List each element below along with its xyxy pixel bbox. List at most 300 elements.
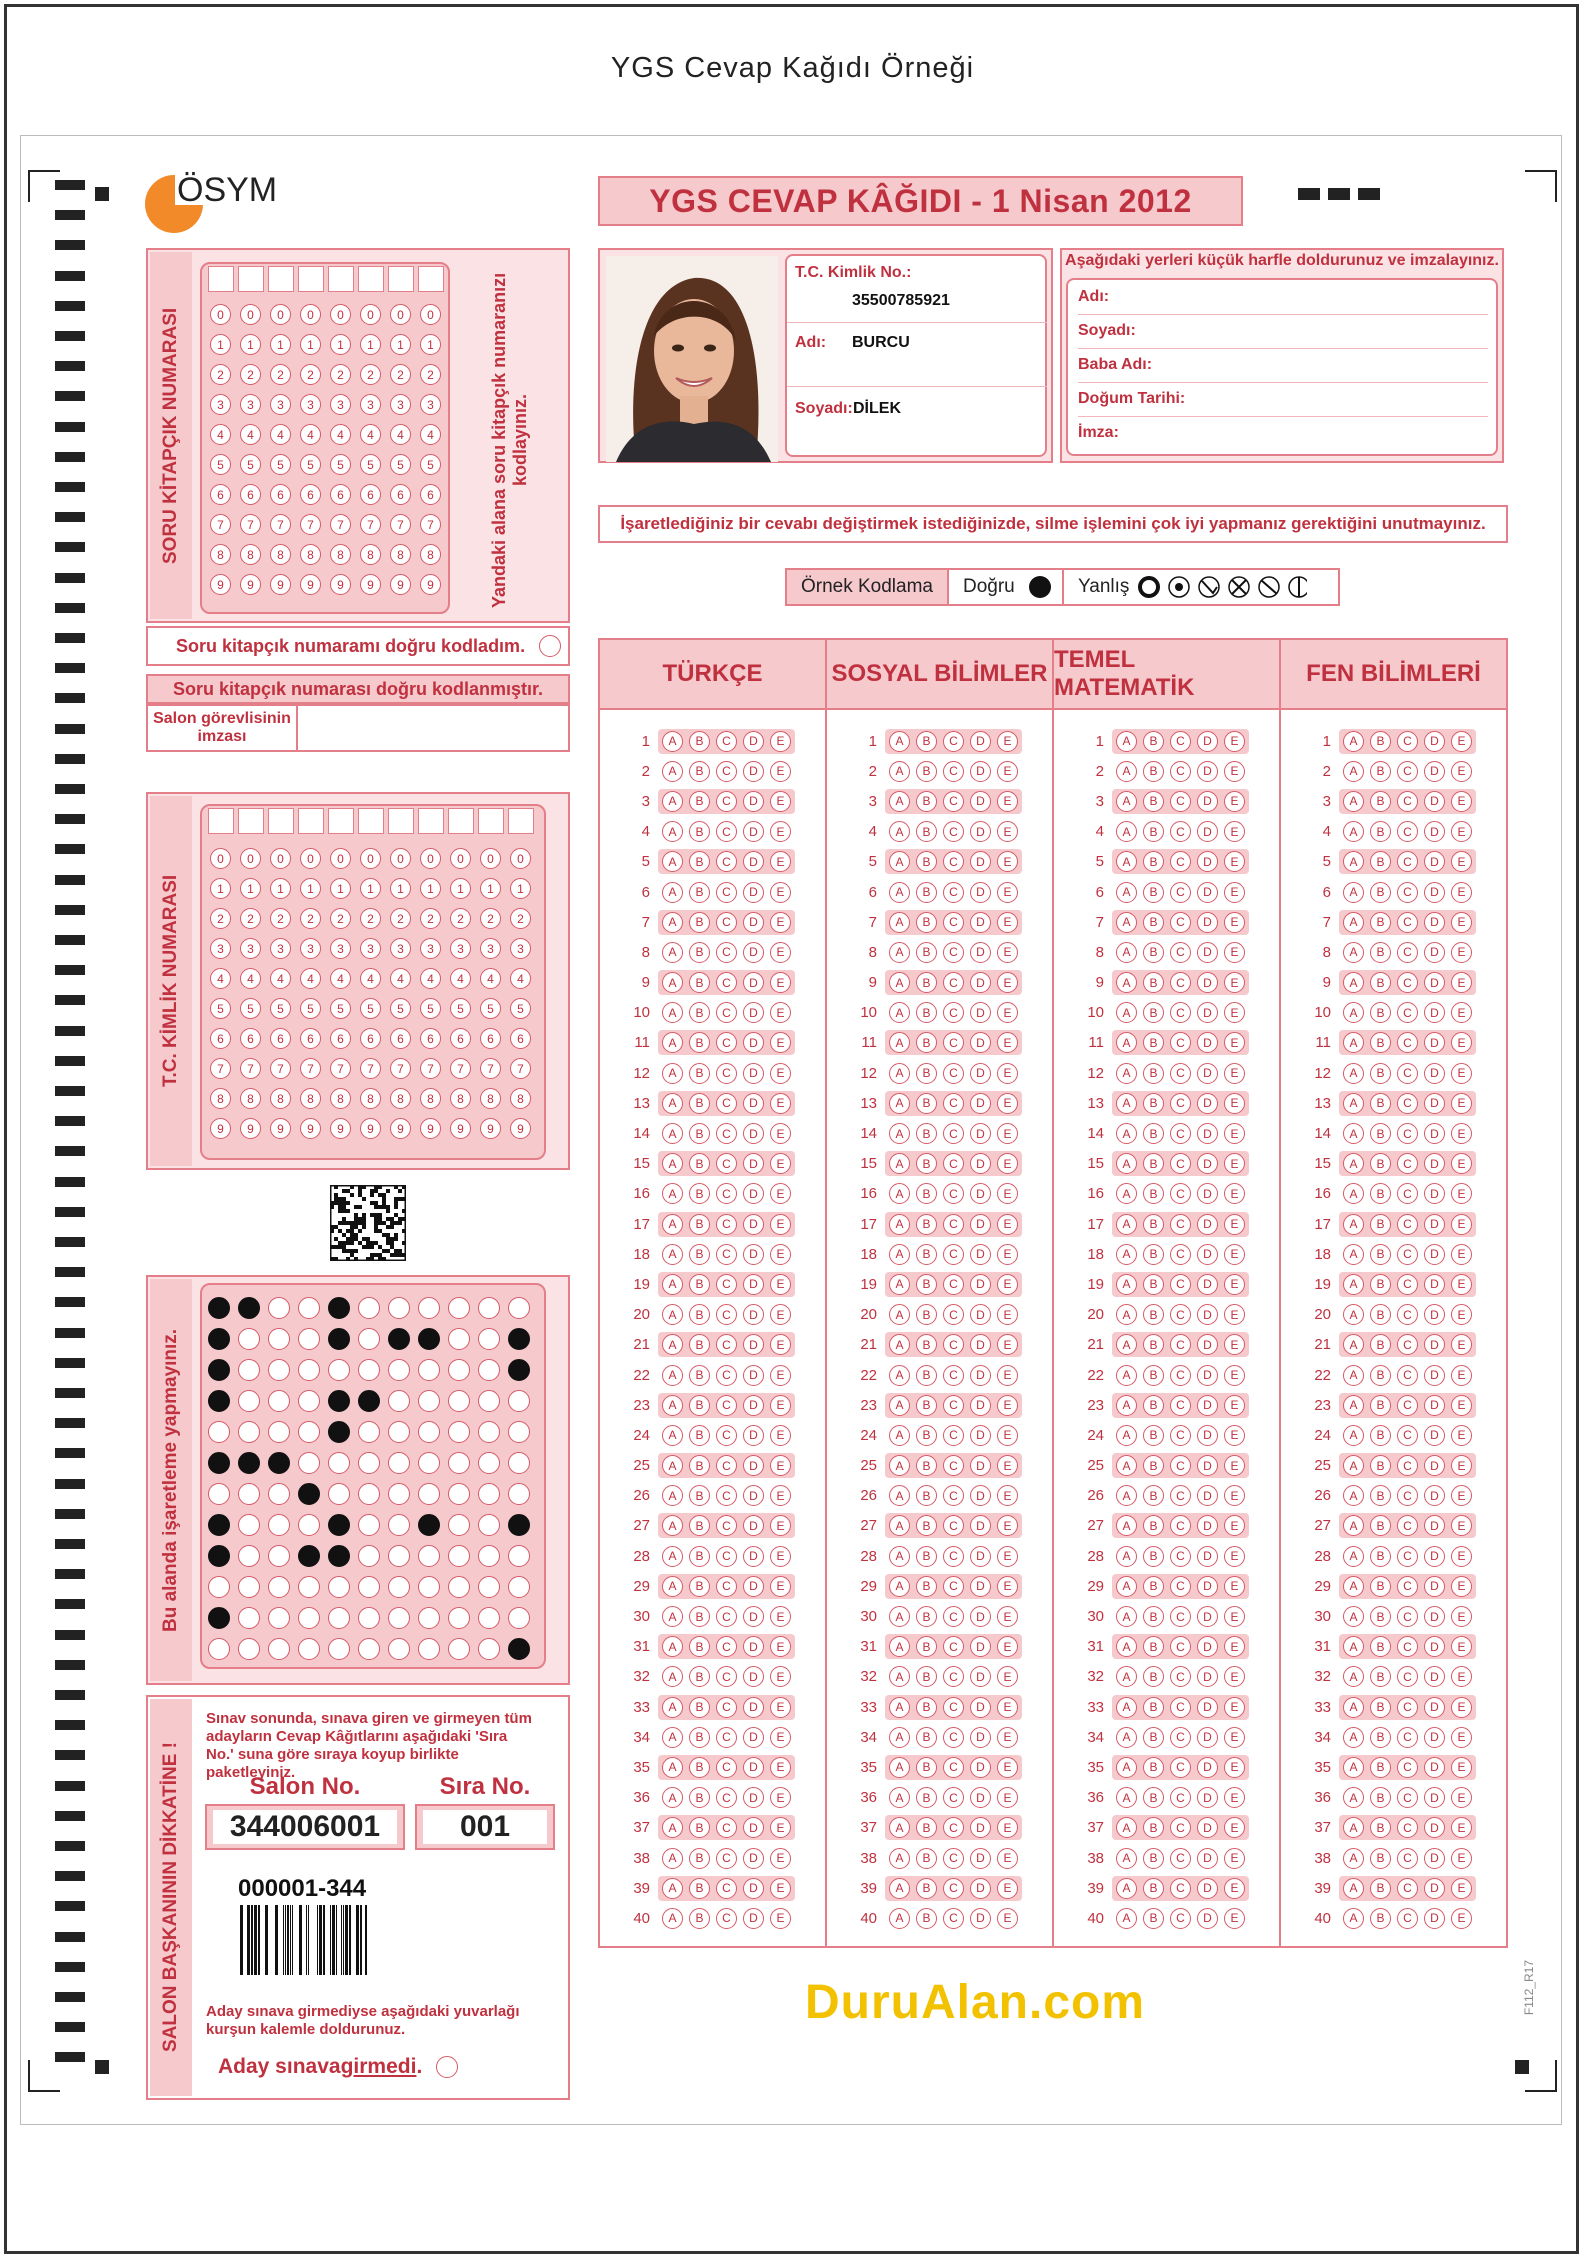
answer-bubble[interactable]: B <box>1143 1214 1164 1235</box>
answer-bubble[interactable]: C <box>716 761 737 782</box>
answer-bubble[interactable]: C <box>716 1606 737 1627</box>
answer-bubble[interactable]: E <box>770 1908 791 1929</box>
digit-bubble[interactable]: 0 <box>420 848 441 869</box>
answer-bubble[interactable]: A <box>1343 1878 1364 1899</box>
answer-bubble[interactable]: C <box>1397 1455 1418 1476</box>
answer-bubble[interactable]: A <box>662 1063 683 1084</box>
answer-bubble[interactable]: A <box>1116 1093 1137 1114</box>
answer-bubble[interactable]: B <box>916 1123 937 1144</box>
answer-bubble[interactable]: E <box>770 1334 791 1355</box>
answer-bubble[interactable]: A <box>1343 821 1364 842</box>
answer-bubble[interactable]: B <box>1143 1274 1164 1295</box>
answer-bubble[interactable]: C <box>1170 1395 1191 1416</box>
answer-bubble[interactable]: B <box>916 1032 937 1053</box>
answer-bubble[interactable]: D <box>1424 1002 1445 1023</box>
answer-bubble[interactable]: B <box>1143 1878 1164 1899</box>
answer-bubble[interactable]: E <box>997 1063 1018 1084</box>
answer-bubble[interactable]: A <box>1343 1334 1364 1355</box>
digit-write-box[interactable] <box>418 266 444 292</box>
answer-bubble[interactable]: D <box>970 1123 991 1144</box>
answer-bubble[interactable]: D <box>1424 1636 1445 1657</box>
answer-bubble[interactable]: B <box>1370 1576 1391 1597</box>
answer-bubble[interactable]: D <box>743 1515 764 1536</box>
digit-bubble[interactable]: 9 <box>300 574 321 595</box>
digit-bubble[interactable]: 5 <box>300 998 321 1019</box>
answer-bubble[interactable]: A <box>1343 1727 1364 1748</box>
answer-bubble[interactable]: E <box>1451 1002 1472 1023</box>
answer-bubble[interactable]: E <box>1224 1515 1245 1536</box>
answer-bubble[interactable]: E <box>1224 1244 1245 1265</box>
answer-bubble[interactable]: B <box>1370 1123 1391 1144</box>
answer-bubble[interactable]: E <box>1451 1546 1472 1567</box>
answer-bubble[interactable]: B <box>1143 1727 1164 1748</box>
digit-bubble[interactable]: 5 <box>480 998 501 1019</box>
answer-bubble[interactable]: A <box>1343 851 1364 872</box>
answer-bubble[interactable]: C <box>716 1908 737 1929</box>
answer-bubble[interactable]: D <box>743 731 764 752</box>
answer-bubble[interactable]: E <box>997 1666 1018 1687</box>
answer-bubble[interactable]: C <box>716 1576 737 1597</box>
answer-bubble[interactable]: C <box>716 972 737 993</box>
answer-bubble[interactable]: A <box>662 1666 683 1687</box>
answer-bubble[interactable]: D <box>743 1455 764 1476</box>
answer-bubble[interactable]: C <box>1170 1274 1191 1295</box>
answer-bubble[interactable]: A <box>662 972 683 993</box>
answer-bubble[interactable]: C <box>716 1365 737 1386</box>
digit-bubble[interactable]: 2 <box>270 908 291 929</box>
answer-bubble[interactable]: E <box>1224 942 1245 963</box>
answer-bubble[interactable]: E <box>1451 1334 1472 1355</box>
answer-bubble[interactable]: B <box>1370 942 1391 963</box>
answer-bubble[interactable]: A <box>662 1908 683 1929</box>
answer-bubble[interactable]: D <box>970 1455 991 1476</box>
digit-bubble[interactable]: 5 <box>360 998 381 1019</box>
answer-bubble[interactable]: A <box>1343 1365 1364 1386</box>
answer-bubble[interactable]: E <box>770 882 791 903</box>
answer-bubble[interactable]: B <box>1143 1002 1164 1023</box>
answer-bubble[interactable]: D <box>1197 1515 1218 1536</box>
answer-bubble[interactable]: A <box>889 1485 910 1506</box>
digit-bubble[interactable]: 2 <box>330 908 351 929</box>
answer-bubble[interactable]: C <box>716 1546 737 1567</box>
answer-bubble[interactable]: B <box>1370 1183 1391 1204</box>
answer-bubble[interactable]: D <box>970 1485 991 1506</box>
answer-bubble[interactable]: D <box>1197 1787 1218 1808</box>
answer-bubble[interactable]: A <box>1343 1395 1364 1416</box>
digit-bubble[interactable]: 6 <box>300 1028 321 1049</box>
answer-bubble[interactable]: E <box>1224 1002 1245 1023</box>
digit-bubble[interactable]: 5 <box>240 998 261 1019</box>
digit-bubble[interactable]: 2 <box>420 908 441 929</box>
answer-bubble[interactable]: A <box>1343 1546 1364 1567</box>
answer-bubble[interactable]: C <box>943 942 964 963</box>
answer-bubble[interactable]: E <box>997 731 1018 752</box>
answer-bubble[interactable]: D <box>1197 1908 1218 1929</box>
answer-bubble[interactable]: D <box>1424 1063 1445 1084</box>
answer-bubble[interactable]: C <box>1170 1908 1191 1929</box>
answer-bubble[interactable]: E <box>1224 1636 1245 1657</box>
answer-bubble[interactable]: B <box>689 1515 710 1536</box>
answer-bubble[interactable]: B <box>1143 761 1164 782</box>
answer-bubble[interactable]: A <box>889 1697 910 1718</box>
answer-bubble[interactable]: E <box>1224 1848 1245 1869</box>
answer-bubble[interactable]: B <box>689 1093 710 1114</box>
answer-bubble[interactable]: D <box>1424 912 1445 933</box>
digit-bubble[interactable]: 7 <box>420 514 441 535</box>
answer-bubble[interactable]: E <box>997 1455 1018 1476</box>
answer-bubble[interactable]: C <box>943 1878 964 1899</box>
answer-bubble[interactable]: C <box>1170 912 1191 933</box>
digit-bubble[interactable]: 2 <box>450 908 471 929</box>
answer-bubble[interactable]: B <box>916 1757 937 1778</box>
answer-bubble[interactable]: B <box>916 1666 937 1687</box>
digit-bubble[interactable]: 4 <box>360 968 381 989</box>
answer-bubble[interactable]: A <box>1343 761 1364 782</box>
answer-bubble[interactable]: C <box>1397 1515 1418 1536</box>
digit-bubble[interactable]: 1 <box>240 878 261 899</box>
digit-bubble[interactable]: 3 <box>240 938 261 959</box>
digit-bubble[interactable]: 6 <box>360 1028 381 1049</box>
answer-bubble[interactable]: D <box>970 1636 991 1657</box>
answer-bubble[interactable]: D <box>1424 821 1445 842</box>
answer-bubble[interactable]: B <box>689 1878 710 1899</box>
answer-bubble[interactable]: B <box>1370 1002 1391 1023</box>
answer-bubble[interactable]: A <box>1116 912 1137 933</box>
answer-bubble[interactable]: D <box>743 912 764 933</box>
answer-bubble[interactable]: E <box>997 972 1018 993</box>
answer-bubble[interactable]: E <box>770 1123 791 1144</box>
answer-bubble[interactable]: D <box>1197 1365 1218 1386</box>
answer-bubble[interactable]: E <box>1451 1274 1472 1295</box>
answer-bubble[interactable]: B <box>1370 1365 1391 1386</box>
answer-bubble[interactable]: C <box>1170 821 1191 842</box>
answer-bubble[interactable]: E <box>1224 1697 1245 1718</box>
answer-bubble[interactable]: E <box>770 1274 791 1295</box>
answer-bubble[interactable]: A <box>662 731 683 752</box>
digit-write-box[interactable] <box>238 808 264 834</box>
answer-bubble[interactable]: C <box>943 1727 964 1748</box>
answer-bubble[interactable]: B <box>916 1455 937 1476</box>
digit-write-box[interactable] <box>358 808 384 834</box>
digit-bubble[interactable]: 4 <box>390 968 411 989</box>
answer-bubble[interactable]: D <box>970 1063 991 1084</box>
digit-bubble[interactable]: 6 <box>510 1028 531 1049</box>
answer-bubble[interactable]: E <box>770 1546 791 1567</box>
answer-bubble[interactable]: A <box>1116 1908 1137 1929</box>
answer-bubble[interactable]: A <box>889 1274 910 1295</box>
answer-bubble[interactable]: D <box>743 1244 764 1265</box>
digit-bubble[interactable]: 0 <box>480 848 501 869</box>
digit-bubble[interactable]: 6 <box>270 484 291 505</box>
answer-bubble[interactable]: B <box>689 1485 710 1506</box>
answer-bubble[interactable]: D <box>970 1334 991 1355</box>
answer-bubble[interactable]: C <box>943 1274 964 1295</box>
answer-bubble[interactable]: D <box>1424 1908 1445 1929</box>
answer-bubble[interactable]: C <box>1397 1123 1418 1144</box>
answer-bubble[interactable]: B <box>1143 851 1164 872</box>
answer-bubble[interactable]: C <box>716 1153 737 1174</box>
answer-bubble[interactable]: C <box>1170 1002 1191 1023</box>
digit-bubble[interactable]: 2 <box>360 364 381 385</box>
answer-bubble[interactable]: D <box>1424 1485 1445 1506</box>
answer-bubble[interactable]: E <box>1224 1666 1245 1687</box>
answer-bubble[interactable]: E <box>1451 1365 1472 1386</box>
answer-bubble[interactable]: A <box>1343 1576 1364 1597</box>
answer-bubble[interactable]: A <box>1116 731 1137 752</box>
answer-bubble[interactable]: C <box>1397 1485 1418 1506</box>
answer-bubble[interactable]: C <box>716 1727 737 1748</box>
digit-bubble[interactable]: 0 <box>360 304 381 325</box>
answer-bubble[interactable]: C <box>716 1636 737 1657</box>
answer-bubble[interactable]: E <box>770 1214 791 1235</box>
answer-bubble[interactable]: B <box>1143 1485 1164 1506</box>
answer-bubble[interactable]: A <box>1343 972 1364 993</box>
answer-bubble[interactable]: C <box>943 912 964 933</box>
answer-bubble[interactable]: D <box>743 821 764 842</box>
answer-bubble[interactable]: A <box>1343 1455 1364 1476</box>
answer-bubble[interactable]: C <box>943 1636 964 1657</box>
answer-bubble[interactable]: A <box>889 1063 910 1084</box>
answer-bubble[interactable]: C <box>1397 1606 1418 1627</box>
answer-bubble[interactable]: E <box>1451 1848 1472 1869</box>
answer-bubble[interactable]: D <box>970 1848 991 1869</box>
answer-bubble[interactable]: A <box>1343 1787 1364 1808</box>
answer-bubble[interactable]: D <box>743 1395 764 1416</box>
answer-bubble[interactable]: A <box>662 1546 683 1567</box>
digit-bubble[interactable]: 8 <box>510 1088 531 1109</box>
answer-bubble[interactable]: D <box>1197 1153 1218 1174</box>
answer-bubble[interactable]: E <box>1224 851 1245 872</box>
answer-bubble[interactable]: E <box>1224 912 1245 933</box>
answer-bubble[interactable]: C <box>943 1515 964 1536</box>
answer-bubble[interactable]: D <box>970 1365 991 1386</box>
answer-bubble[interactable]: A <box>889 1727 910 1748</box>
answer-bubble[interactable]: B <box>916 972 937 993</box>
digit-bubble[interactable]: 7 <box>300 1058 321 1079</box>
answer-bubble[interactable]: A <box>662 1485 683 1506</box>
answer-bubble[interactable]: B <box>1370 1455 1391 1476</box>
answer-bubble[interactable]: A <box>889 1848 910 1869</box>
answer-bubble[interactable]: A <box>662 1002 683 1023</box>
digit-bubble[interactable]: 6 <box>420 484 441 505</box>
answer-bubble[interactable]: E <box>770 1183 791 1204</box>
digit-bubble[interactable]: 6 <box>330 484 351 505</box>
answer-bubble[interactable]: B <box>916 1485 937 1506</box>
answer-bubble[interactable]: C <box>943 1908 964 1929</box>
answer-bubble[interactable]: C <box>943 1606 964 1627</box>
answer-bubble[interactable]: D <box>1424 1153 1445 1174</box>
digit-bubble[interactable]: 1 <box>510 878 531 899</box>
answer-bubble[interactable]: E <box>1224 1365 1245 1386</box>
answer-bubble[interactable]: C <box>943 761 964 782</box>
answer-bubble[interactable]: A <box>1343 1244 1364 1265</box>
answer-bubble[interactable]: A <box>889 1002 910 1023</box>
digit-bubble[interactable]: 3 <box>210 394 231 415</box>
answer-bubble[interactable]: E <box>770 972 791 993</box>
answer-bubble[interactable]: B <box>1370 1606 1391 1627</box>
answer-bubble[interactable]: B <box>1143 1908 1164 1929</box>
answer-bubble[interactable]: B <box>1143 1032 1164 1053</box>
answer-bubble[interactable]: C <box>1397 1817 1418 1838</box>
digit-bubble[interactable]: 6 <box>240 1028 261 1049</box>
digit-bubble[interactable]: 3 <box>330 394 351 415</box>
answer-bubble[interactable]: A <box>889 882 910 903</box>
answer-bubble[interactable]: A <box>1116 1697 1137 1718</box>
answer-bubble[interactable]: A <box>889 1425 910 1446</box>
digit-bubble[interactable]: 7 <box>210 514 231 535</box>
answer-bubble[interactable]: D <box>743 1908 764 1929</box>
digit-bubble[interactable]: 1 <box>360 334 381 355</box>
answer-bubble[interactable]: B <box>1143 1365 1164 1386</box>
digit-bubble[interactable]: 3 <box>270 394 291 415</box>
answer-bubble[interactable]: E <box>997 1848 1018 1869</box>
digit-write-box[interactable] <box>388 266 414 292</box>
answer-bubble[interactable]: D <box>743 1546 764 1567</box>
answer-bubble[interactable]: A <box>889 1183 910 1204</box>
answer-bubble[interactable]: B <box>689 1274 710 1295</box>
answer-bubble[interactable]: A <box>662 912 683 933</box>
answer-bubble[interactable]: A <box>889 1908 910 1929</box>
digit-bubble[interactable]: 5 <box>330 454 351 475</box>
answer-bubble[interactable]: A <box>1343 731 1364 752</box>
digit-bubble[interactable]: 4 <box>390 424 411 445</box>
answer-bubble[interactable]: D <box>743 1214 764 1235</box>
digit-bubble[interactable]: 9 <box>420 1118 441 1139</box>
answer-bubble[interactable]: B <box>916 882 937 903</box>
answer-bubble[interactable]: D <box>1424 1817 1445 1838</box>
digit-write-box[interactable] <box>268 266 294 292</box>
answer-bubble[interactable]: A <box>889 791 910 812</box>
answer-bubble[interactable]: D <box>970 1787 991 1808</box>
answer-bubble[interactable]: D <box>1424 1274 1445 1295</box>
digit-bubble[interactable]: 9 <box>360 1118 381 1139</box>
answer-bubble[interactable]: E <box>1224 1274 1245 1295</box>
answer-bubble[interactable]: A <box>1343 1274 1364 1295</box>
answer-bubble[interactable]: D <box>743 1878 764 1899</box>
answer-bubble[interactable]: C <box>716 1515 737 1536</box>
answer-bubble[interactable]: C <box>716 912 737 933</box>
answer-bubble[interactable]: D <box>1197 882 1218 903</box>
answer-bubble[interactable]: C <box>943 1787 964 1808</box>
answer-bubble[interactable]: B <box>689 1908 710 1929</box>
answer-bubble[interactable]: B <box>689 1304 710 1325</box>
answer-bubble[interactable]: A <box>1116 1787 1137 1808</box>
answer-bubble[interactable]: D <box>743 1153 764 1174</box>
digit-bubble[interactable]: 4 <box>420 424 441 445</box>
answer-bubble[interactable]: B <box>1370 1666 1391 1687</box>
digit-bubble[interactable]: 7 <box>360 1058 381 1079</box>
answer-bubble[interactable]: C <box>716 1063 737 1084</box>
digit-bubble[interactable]: 6 <box>210 484 231 505</box>
digit-bubble[interactable]: 0 <box>270 304 291 325</box>
answer-bubble[interactable]: D <box>743 1123 764 1144</box>
digit-bubble[interactable]: 8 <box>330 544 351 565</box>
answer-bubble[interactable]: D <box>1197 761 1218 782</box>
answer-bubble[interactable]: B <box>916 1063 937 1084</box>
answer-bubble[interactable]: D <box>1197 1123 1218 1144</box>
answer-bubble[interactable]: D <box>1197 1002 1218 1023</box>
answer-bubble[interactable]: E <box>1224 1063 1245 1084</box>
answer-bubble[interactable]: E <box>997 761 1018 782</box>
answer-bubble[interactable]: C <box>943 1697 964 1718</box>
answer-bubble[interactable]: B <box>689 791 710 812</box>
answer-bubble[interactable]: C <box>716 942 737 963</box>
answer-bubble[interactable]: D <box>743 1093 764 1114</box>
digit-bubble[interactable]: 1 <box>330 334 351 355</box>
answer-bubble[interactable]: A <box>1116 1757 1137 1778</box>
answer-bubble[interactable]: C <box>716 1032 737 1053</box>
answer-bubble[interactable]: B <box>1370 761 1391 782</box>
answer-bubble[interactable]: D <box>743 1576 764 1597</box>
answer-bubble[interactable]: D <box>970 882 991 903</box>
answer-bubble[interactable]: A <box>662 1606 683 1627</box>
answer-bubble[interactable]: B <box>1143 1063 1164 1084</box>
answer-bubble[interactable]: E <box>997 1032 1018 1053</box>
answer-bubble[interactable]: B <box>689 1153 710 1174</box>
answer-bubble[interactable]: C <box>1397 791 1418 812</box>
answer-bubble[interactable]: D <box>1424 1395 1445 1416</box>
answer-bubble[interactable]: D <box>970 1032 991 1053</box>
answer-bubble[interactable]: A <box>889 1878 910 1899</box>
answer-bubble[interactable]: B <box>1370 1878 1391 1899</box>
answer-bubble[interactable]: B <box>689 761 710 782</box>
answer-bubble[interactable]: A <box>1343 1697 1364 1718</box>
answer-bubble[interactable]: D <box>970 1666 991 1687</box>
digit-bubble[interactable]: 5 <box>240 454 261 475</box>
digit-bubble[interactable]: 8 <box>480 1088 501 1109</box>
answer-bubble[interactable]: E <box>1451 1576 1472 1597</box>
digit-bubble[interactable]: 1 <box>270 878 291 899</box>
digit-bubble[interactable]: 6 <box>360 484 381 505</box>
digit-write-box[interactable] <box>298 266 324 292</box>
answer-bubble[interactable]: B <box>1143 1334 1164 1355</box>
answer-bubble[interactable]: E <box>997 942 1018 963</box>
digit-bubble[interactable]: 9 <box>270 574 291 595</box>
answer-bubble[interactable]: D <box>1197 1666 1218 1687</box>
answer-bubble[interactable]: E <box>770 1485 791 1506</box>
digit-bubble[interactable]: 3 <box>360 938 381 959</box>
answer-bubble[interactable]: E <box>997 1123 1018 1144</box>
answer-bubble[interactable]: B <box>916 851 937 872</box>
digit-bubble[interactable]: 7 <box>480 1058 501 1079</box>
answer-bubble[interactable]: A <box>662 1093 683 1114</box>
digit-bubble[interactable]: 2 <box>240 364 261 385</box>
answer-bubble[interactable]: B <box>916 1908 937 1929</box>
digit-bubble[interactable]: 8 <box>300 544 321 565</box>
answer-bubble[interactable]: A <box>1116 1395 1137 1416</box>
answer-bubble[interactable]: A <box>662 1848 683 1869</box>
surname-field[interactable] <box>1078 322 1488 349</box>
answer-bubble[interactable]: A <box>662 1757 683 1778</box>
answer-bubble[interactable]: B <box>916 821 937 842</box>
digit-bubble[interactable]: 1 <box>360 878 381 899</box>
answer-bubble[interactable]: A <box>1343 1214 1364 1235</box>
answer-bubble[interactable]: C <box>1170 1153 1191 1174</box>
answer-bubble[interactable]: A <box>662 1787 683 1808</box>
digit-bubble[interactable]: 2 <box>270 364 291 385</box>
answer-bubble[interactable]: D <box>1424 1304 1445 1325</box>
answer-bubble[interactable]: B <box>1370 882 1391 903</box>
answer-bubble[interactable]: E <box>1224 1214 1245 1235</box>
answer-bubble[interactable]: A <box>1116 1515 1137 1536</box>
answer-bubble[interactable]: B <box>689 912 710 933</box>
answer-bubble[interactable]: A <box>1116 1123 1137 1144</box>
answer-bubble[interactable]: D <box>743 791 764 812</box>
answer-bubble[interactable]: E <box>770 1848 791 1869</box>
answer-bubble[interactable]: E <box>770 761 791 782</box>
answer-bubble[interactable]: E <box>997 912 1018 933</box>
answer-bubble[interactable]: B <box>916 761 937 782</box>
